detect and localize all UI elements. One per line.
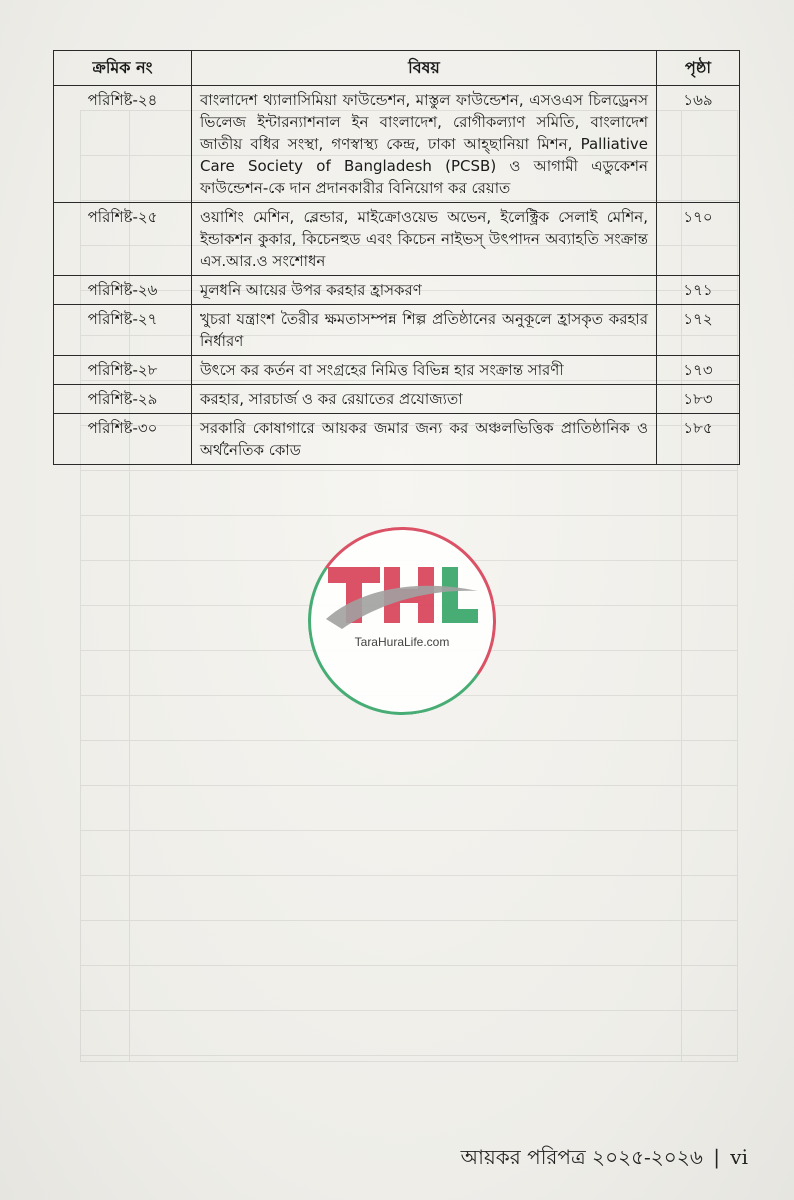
row-serial: পরিশিষ্ট-২৪ [54, 86, 192, 203]
row-serial: পরিশিষ্ট-২৬ [54, 276, 192, 305]
row-subject: মূলধনি আয়ের উপর করহার হ্রাসকরণ [192, 276, 657, 305]
contents-table [53, 50, 740, 465]
header-subject: বিষয় [192, 51, 657, 86]
logo-letters-icon [322, 557, 482, 637]
row-page: ১৮৫ [657, 414, 740, 465]
row-serial: পরিশিষ্ট-২৮ [54, 356, 192, 385]
row-serial: পরিশিষ্ট-২৯ [54, 385, 192, 414]
row-page: ১৭৩ [657, 356, 740, 385]
header-row [54, 51, 740, 86]
page-footer [461, 1143, 748, 1176]
table-row [54, 356, 740, 385]
footer-page-number: vi [730, 1145, 748, 1169]
table-row [54, 203, 740, 276]
table-row [54, 86, 740, 203]
row-serial: পরিশিষ্ট-৩০ [54, 414, 192, 465]
footer-title: আয়কর পরিপত্র ২০২৫-২০২৬ [460, 1145, 703, 1169]
logo-site-name: TaraHuraLife.com [354, 635, 450, 649]
row-serial: পরিশিষ্ট-২৭ [54, 305, 192, 356]
row-page: ১৮৩ [657, 385, 740, 414]
table-row [54, 385, 740, 414]
row-page: ১৭১ [657, 276, 740, 305]
footer-separator: | [713, 1145, 720, 1169]
row-subject: উৎসে কর কর্তন বা সংগ্রহের নিমিত্ত বিভিন্ন হার সংক্রান্ত সারণী [192, 356, 657, 385]
row-page: ১৭০ [657, 203, 740, 276]
table-row [54, 414, 740, 465]
row-page: ১৭২ [657, 305, 740, 356]
row-page: ১৬৯ [657, 86, 740, 203]
row-subject: ওয়াশিং মেশিন, ব্লেন্ডার, মাইক্রোওয়েভ অভেন, ইলেক্ট্রিক সেলাই মেশিন, ইন্ডাকশন কুকার, কিচেনহুড এবং কিচেন নাইভস্ উৎপাদন অব্যাহতি সংক্রান্ত এস.আর.ও সংশোধন [192, 203, 657, 276]
row-subject: করহার, সারচার্জ ও কর রেয়াতের প্রযোজ্যতা [192, 385, 657, 414]
row-subject: খুচরা যন্ত্রাংশ তৈরীর ক্ষমতাসম্পন্ন শিল্প প্রতিষ্ঠানের অনুকূলে হ্রাসকৃত করহার নির্ধারণ [192, 305, 657, 356]
header-page: পৃষ্ঠা [657, 51, 740, 86]
row-subject: বাংলাদেশ থ্যালাসিমিয়া ফাউন্ডেশন, মাস্তুল ফাউন্ডেশন, এসওএস চিলড্রেনস ভিলেজ ইন্টারন্যাশনাল ইন বাংলাদেশ, রোগীকল্যাণ সমিতি, বাংলাদেশ জাতীয় বধির সংস্থা, গণস্বাস্থ্য কেন্দ্র, ঢাকা আহ্‌ছানিয়া মিশন, Palliative Care Society of Bangladesh (PCSB) ও আগামী এডুকেশন ফাউন্ডেশন-কে দান প্রদানকারীর বিনিয়োগ কর রেয়াত [192, 86, 657, 203]
table-row [54, 276, 740, 305]
row-subject: সরকারি কোষাগারে আয়কর জমার জন্য কর অঞ্চলভিত্তিক প্রাতিষ্ঠানিক ও অর্থনৈতিক কোড [192, 414, 657, 465]
table-row [54, 305, 740, 356]
header-serial: ক্রমিক নং [54, 51, 192, 86]
row-serial: পরিশিষ্ট-২৫ [54, 203, 192, 276]
site-watermark-logo [308, 527, 496, 715]
